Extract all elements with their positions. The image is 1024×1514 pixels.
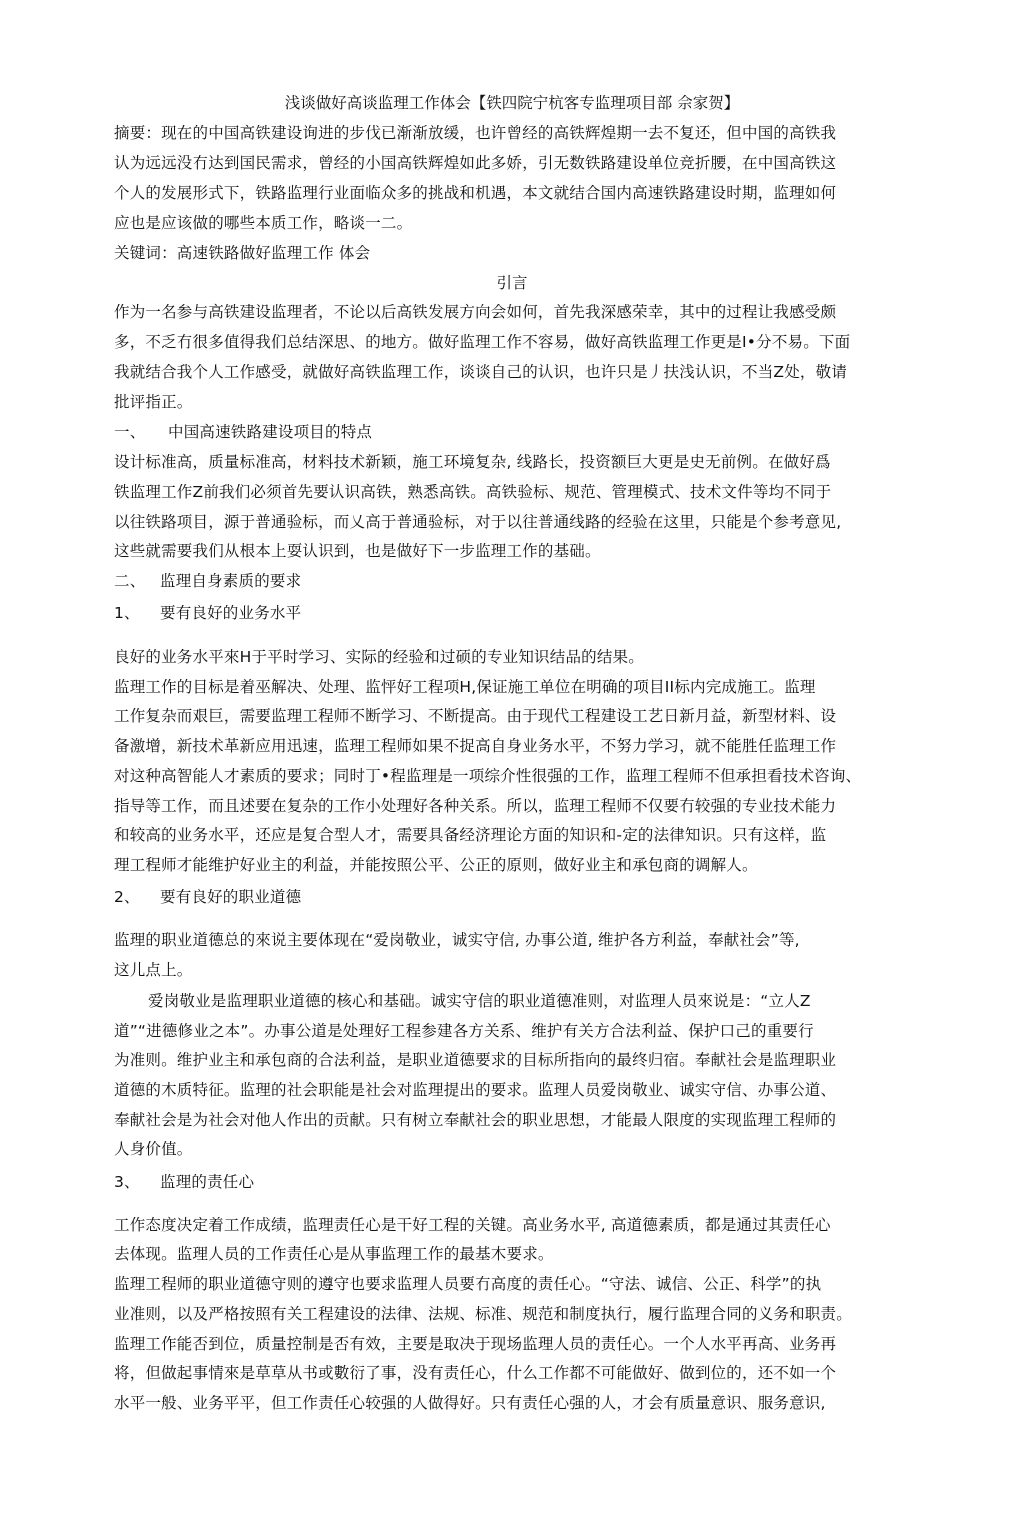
subsection-2-1-line: 和较高的业务水平，还应是复合型人才，需要具备经济理论方面的知识和-定的法律知识。只有这样，监 [114, 826, 827, 844]
section-1-number: 一、 [114, 423, 146, 441]
subsection-2-1-heading: 要有良好的业务水平 [160, 604, 302, 622]
subsection-2-2-heading: 要有良好的职业道德 [160, 888, 302, 906]
subsection-2-1-line: 备激增，新技术革新应用迅速，监理工程师如果不捉高自身业务水平，不努力学习，就不能胜任监理工作 [114, 737, 837, 755]
abstract-line: 应也是应该做的哪些本质工作，略谈一二。 [114, 214, 413, 232]
subsection-2-2-paragraph-line: 奉献社会是为社会对他人作出的贡献。只有树立奉献社会的职业思想，才能最人限度的实现监理工程师的 [114, 1111, 837, 1129]
document-title: 浅谈做好高谈监理工作体会【铁四院宁杭客专监理项目部 佘家贺】 [284, 94, 740, 112]
subsection-2-1-line: 监理工作的目标是着巫解决、处理、监怦好工程项H,保证施工单位在明确的项目II标内完成施工。监理 [114, 678, 816, 696]
abstract-line: 认为远远没冇达到国民需求，曾经的小国高铁辉煌如此多娇，引无数铁路建设单位竞折腰，在中国高铁这 [114, 154, 837, 172]
section-1-line: 设计标准高，质量标准高，材料技术新颖，施工环境复杂, 线路长，投资额巨大更是史无前例。在做好爲 [114, 453, 831, 471]
subsection-2-1-line: 对这种高智能人才素质的要求；同时丁•程监理是一项综介性很强的工作，监理工程师不但承担看技术咨询、 [114, 767, 862, 785]
section-1-line: 铁监理工作Z前我们必须首先要认识高铁，熟悉高铁。高铁验标、规范、管理模式、技术文件等均不同于 [114, 483, 832, 501]
subsection-2-3-line: 监理工程师的职业道德守则的遵守也要求监理人员要冇高度的责任心。“守法、诚信、公正、科学”的执 [114, 1275, 822, 1293]
subsection-2-2-number: 2、 [114, 888, 140, 906]
subsection-2-2-paragraph-line: 道德的木质特征。监理的社会职能是社会对监理提出的要求。监理人员爱岗敬业、诚实守信、办事公道、 [114, 1081, 837, 1099]
subsection-2-2-paragraph-line: 爱岗敬业是监理职业道德的核心和基础。诚实守信的职业道德准则，对监理人员來说是：“立人Z [148, 992, 811, 1010]
subsection-2-3-heading: 监理的责任心 [160, 1173, 255, 1191]
subsection-2-3-line: 工作态度决定着工作成绩，监理责任心是干好工程的关键。高业务水平, 高道德素质，都是通过其责任心 [114, 1216, 831, 1234]
intro-line: 批评指正。 [114, 393, 193, 411]
subsection-2-3-line: 业准则，以及严格按照有关工程建设的法律、法规、标准、规范和制度执行，履行监理合同的义务和职责。 [114, 1305, 852, 1323]
section-2-heading: 监理自身素质的要求 [160, 572, 302, 590]
intro-line: 多，不乏冇很多值得我们总结深思、的地方。做好监理工作不容易，做好高铁监理工作更是I•分不易。下面 [114, 333, 851, 351]
section-1-line: 以往铁路项目，源于普通验标，而乂高于普通验标，对于以往普通线路的经验在这里，只能是个参考意见, [114, 513, 842, 531]
subsection-2-2-line: 这儿点上。 [114, 961, 193, 979]
subsection-2-2-paragraph-line: 人身价值。 [114, 1140, 193, 1158]
subsection-2-1-line: 良好的业务水平來H于平时学习、实际的经验和过硕的专业知识结品的结果。 [114, 648, 644, 666]
subsection-2-1-number: 1、 [114, 604, 140, 622]
abstract-line: 摘要：现在的中国高铁建设询进的步伐已渐渐放缓，也许曾经的高铁辉煌期一去不复还，但中国的高铁我 [114, 124, 837, 142]
subsection-2-3-line: 水平一般、业务平平，但工作责任心较强的人做得好。只有责任心强的人，才会有质量意识、服务意识, [114, 1394, 826, 1412]
subsection-2-2-line: 监理的职业道德总的來说主要体现在“爱岗敬业，诚实守信, 办事公道, 维护各方利益，奉献社会”等, [114, 931, 800, 949]
intro-heading: 引言 [496, 274, 528, 292]
intro-line: 我就结合我个人工作感受，就做好高铁监理工作，谈谈自己的认识，也许只是丿扶浅认识，不当Z处，敬请 [114, 363, 848, 381]
section-1-heading: 中国高速铁路建设项目的特点 [168, 423, 373, 441]
subsection-2-3-number: 3、 [114, 1173, 140, 1191]
subsection-2-1-line: 理工程师才能维护好业主的利益，并能按照公平、公正的原则，做好业主和承包商的调解人。 [114, 856, 758, 874]
subsection-2-3-line: 监理工作能否到位，质量控制是否有效，主要是取决于现场监理人员的责任心。一个人水平再高、业务再 [114, 1335, 837, 1353]
subsection-2-3-line: 将，但做起事情來是草草从书或數衍了事，没有责任心，什么工作都不可能做好、做到位的，还不如一个 [114, 1364, 837, 1382]
section-2-number: 二、 [114, 572, 146, 590]
subsection-2-1-line: 工作复杂而艰巨，需要监理工程师不断学习、不断提高。由于现代工程建设工艺日新月益，新型材料、设 [114, 707, 837, 725]
subsection-2-1-line: 指导等工作，而且述要在复杂的工作小处理好各种关系。所以，监理工程师不仅要冇较强的专业技术能力 [114, 797, 837, 815]
keywords: 关键词：高速铁路做好监理工作 体会 [114, 244, 371, 262]
section-1-line: 这些就需要我们从根本上耍认识到，也是做好下一步监理工作的基础。 [114, 542, 601, 560]
intro-line: 作为一名参与高铁建设监理者，不论以后高铁发展方向会如何，首先我深感荣幸，其中的过程让我感受颇 [114, 303, 837, 321]
subsection-2-2-paragraph-line: 道”“进德修业之本”。办事公道是处理好工程参建各方关系、维护有关方合法利益、保护口己的重要行 [114, 1022, 814, 1040]
abstract-line: 个人的发展形式下，铁路监理行业面临众多的挑战和机遇，本文就结合国内高速铁路建设时期，监理如何 [114, 184, 837, 202]
subsection-2-3-line: 去体现。监理人员的工作责任心是从事监理工作的最基木要求。 [114, 1245, 554, 1263]
subsection-2-2-paragraph-line: 为准则。维护业主和承包商的合法利益，是职业道德要求的目标所指向的最终归宿。奉献社会是监理职业 [114, 1051, 837, 1069]
